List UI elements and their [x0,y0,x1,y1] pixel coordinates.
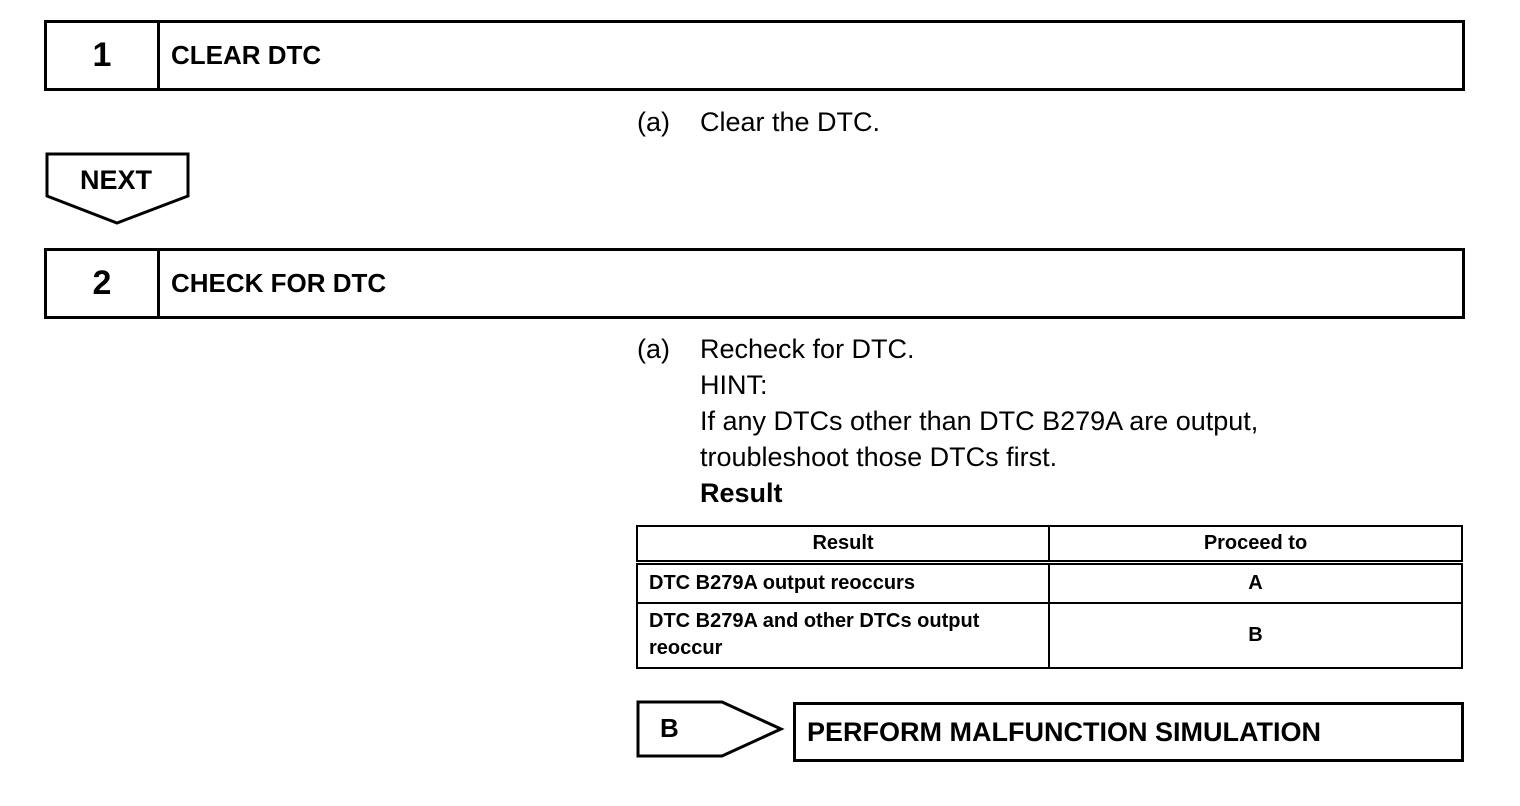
result-table-header-row [637,526,1462,563]
step-2-instruction [637,331,1457,515]
step-1-instruction-text: Clear the DTC. [700,107,881,137]
proceed-cell: A [1049,563,1462,603]
hint-label: HINT: [700,370,768,400]
result-heading: Result [700,478,783,508]
next-label: NEXT [79,165,152,195]
hint-text-line-1: If any DTCs other than DTC B279A are output, [700,406,1259,436]
step-2-instruction-line: Recheck for DTC. [700,334,915,364]
hint-text-line-2: troubleshoot those DTCs first. [700,442,1058,472]
table-row [637,603,1462,668]
result-table [636,525,1463,669]
step-1-header [44,20,1465,91]
branch-arrow [636,700,786,760]
step-1-title: CLEAR DTC [171,40,322,70]
next-arrow [44,151,192,227]
result-cell: DTC B279A and other DTCs output reoccur [637,603,1049,668]
proceed-cell: B [1049,603,1462,668]
table-row [637,563,1462,603]
result-cell: DTC B279A output reoccurs [637,563,1049,603]
result-table-header-proceed: Proceed to [1049,526,1462,563]
branch-label: B [660,713,679,743]
step-2-title: CHECK FOR DTC [171,268,387,298]
step-2-header [44,248,1465,319]
branch-action-box: PERFORM MALFUNCTION SIMULATION [793,702,1464,762]
step-2-instruction-body [700,331,1258,511]
result-table-header-result: Result [637,526,1049,563]
step-1-instruction [637,104,1457,144]
step-2-number: 2 [47,251,160,316]
branch-arrow-shape [636,700,786,760]
step-1-instruction-marker: (a) [637,107,670,137]
step-2-instruction-marker: (a) [637,334,670,364]
step-1-number: 1 [47,23,160,88]
